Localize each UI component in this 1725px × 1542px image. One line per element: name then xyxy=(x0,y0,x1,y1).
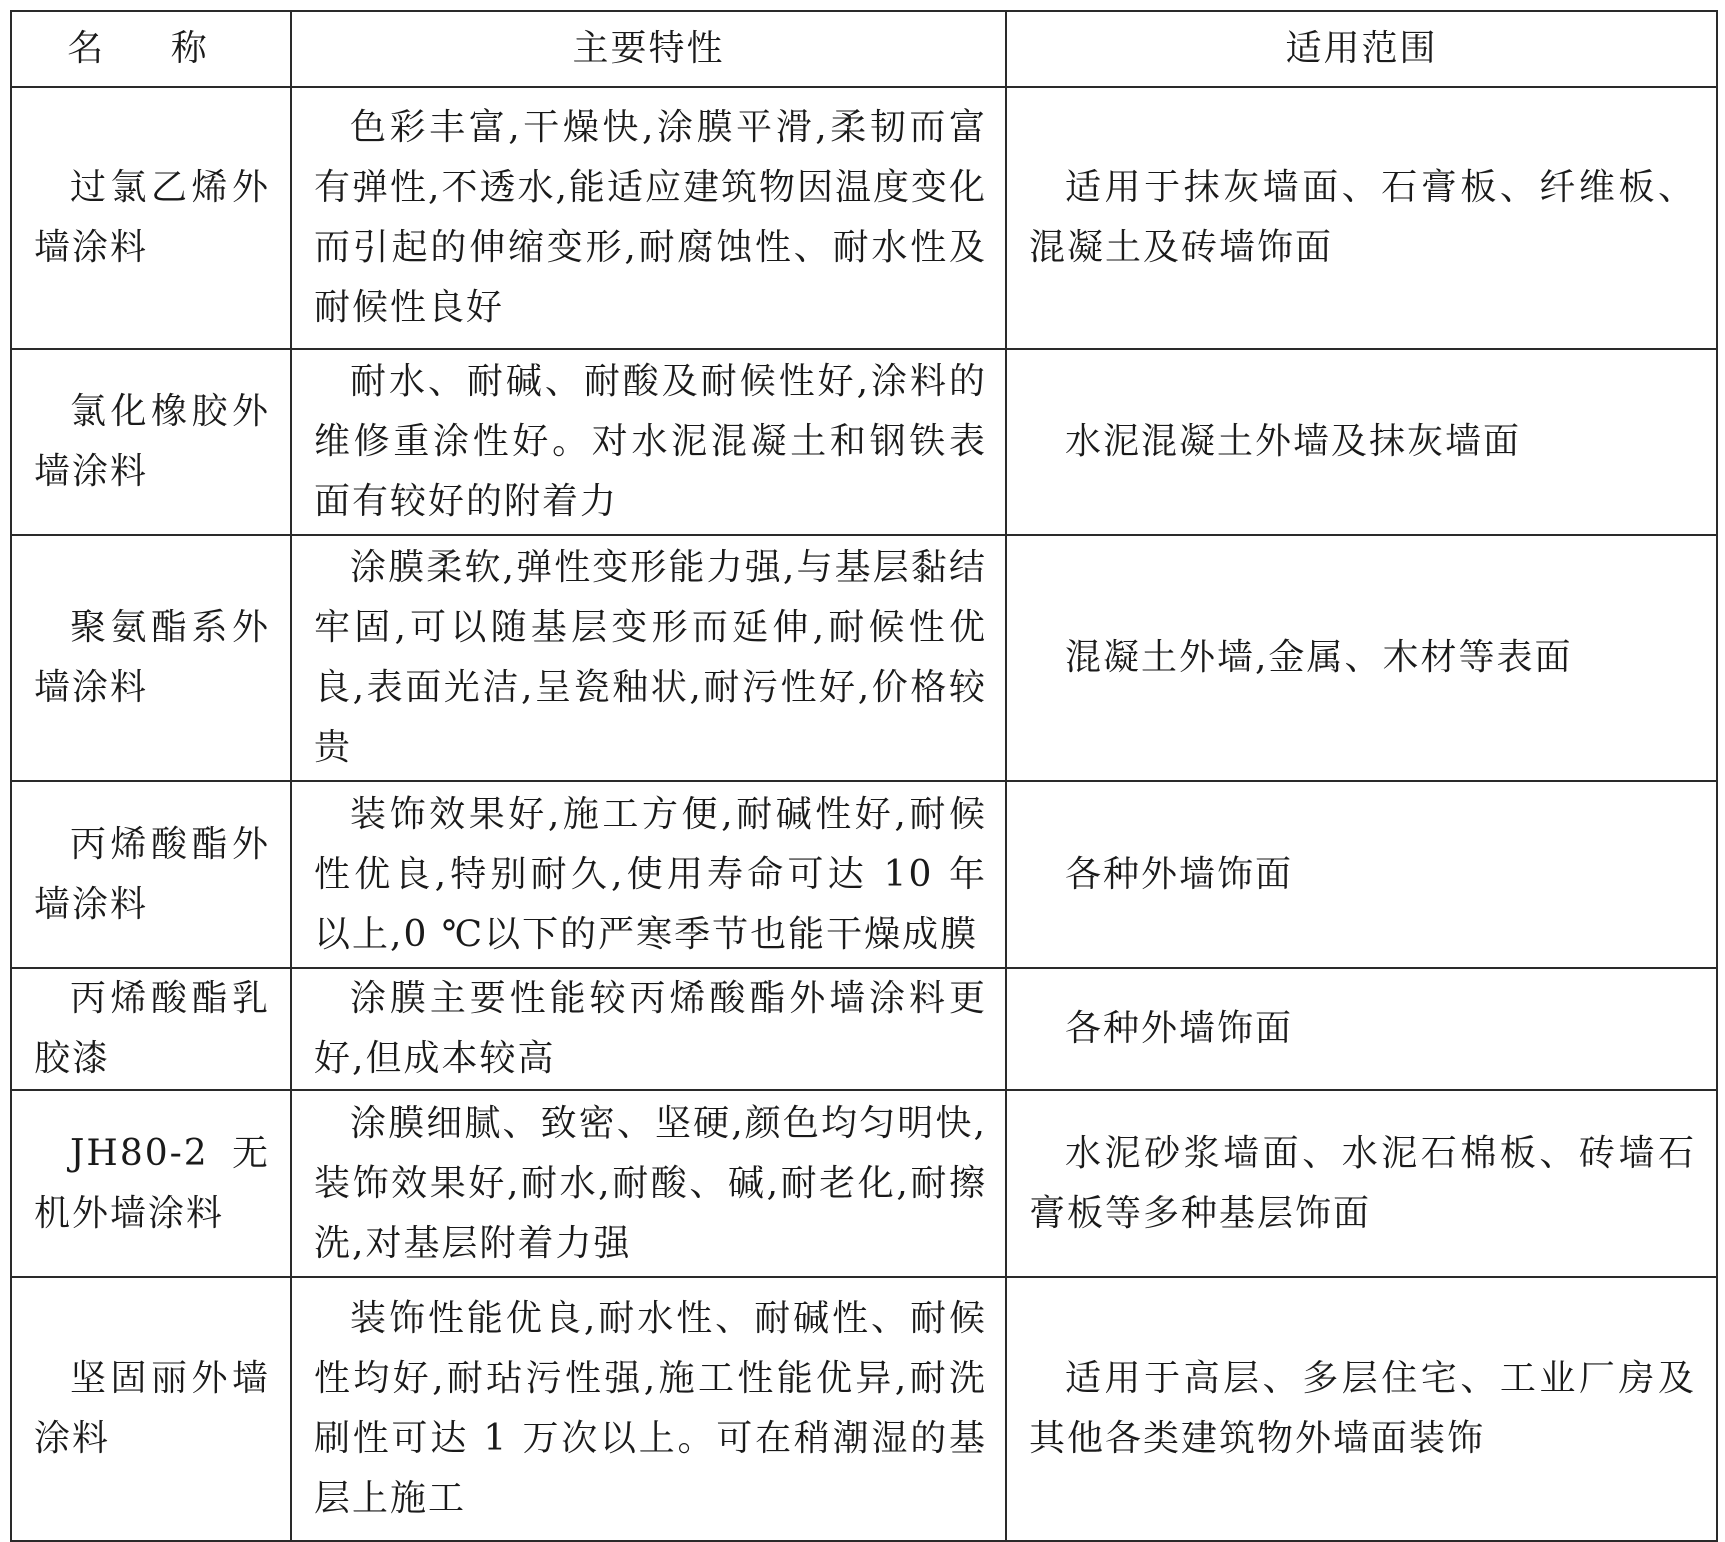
cell-scope: 适用于高层、多层住宅、工业厂房及其他各类建筑物外墙面装饰 xyxy=(1006,1277,1717,1541)
cell-scope: 各种外墙饰面 xyxy=(1006,781,1717,968)
table-body xyxy=(11,87,1717,1541)
exterior-paint-table xyxy=(10,10,1718,1542)
cell-name: 丙烯酸酯乳胶漆 xyxy=(11,968,291,1090)
cell-scope: 适用于抹灰墙面、石膏板、纤维板、混凝土及砖墙饰面 xyxy=(1006,87,1717,349)
cell-properties: 涂膜细腻、致密、坚硬,颜色均匀明快,装饰效果好,耐水,耐酸、碱,耐老化,耐擦洗,对基层附着力强 xyxy=(291,1090,1006,1277)
cell-properties: 涂膜柔软,弹性变形能力强,与基层黏结牢固,可以随基层变形而延伸,耐候性优良,表面光洁,呈瓷釉状,耐污性好,价格较贵 xyxy=(291,535,1006,781)
header-scope: 适用范围 xyxy=(1006,11,1717,87)
cell-scope: 各种外墙饰面 xyxy=(1006,968,1717,1090)
table-row xyxy=(11,968,1717,1090)
table-row xyxy=(11,87,1717,349)
cell-name: JH80-2 无机外墙涂料 xyxy=(11,1090,291,1277)
cell-properties: 色彩丰富,干燥快,涂膜平滑,柔韧而富有弹性,不透水,能适应建筑物因温度变化而引起的伸缩变形,耐腐蚀性、耐水性及耐候性良好 xyxy=(291,87,1006,349)
cell-scope: 水泥混凝土外墙及抹灰墙面 xyxy=(1006,349,1717,535)
cell-name: 丙烯酸酯外墙涂料 xyxy=(11,781,291,968)
header-properties: 主要特性 xyxy=(291,11,1006,87)
header-row xyxy=(11,11,1717,87)
cell-properties: 涂膜主要性能较丙烯酸酯外墙涂料更好,但成本较高 xyxy=(291,968,1006,1090)
cell-name: 坚固丽外墙涂料 xyxy=(11,1277,291,1541)
table-header xyxy=(11,11,1717,87)
cell-name: 聚氨酯系外墙涂料 xyxy=(11,535,291,781)
table-row xyxy=(11,535,1717,781)
cell-scope: 混凝土外墙,金属、木材等表面 xyxy=(1006,535,1717,781)
cell-scope: 水泥砂浆墙面、水泥石棉板、砖墙石膏板等多种基层饰面 xyxy=(1006,1090,1717,1277)
cell-name: 过氯乙烯外墙涂料 xyxy=(11,87,291,349)
table-row xyxy=(11,781,1717,968)
cell-properties: 耐水、耐碱、耐酸及耐候性好,涂料的维修重涂性好。对水泥混凝土和钢铁表面有较好的附着力 xyxy=(291,349,1006,535)
table-row xyxy=(11,349,1717,535)
table-row xyxy=(11,1090,1717,1277)
cell-name: 氯化橡胶外墙涂料 xyxy=(11,349,291,535)
header-name: 名 称 xyxy=(11,11,291,87)
cell-properties: 装饰效果好,施工方便,耐碱性好,耐候性优良,特别耐久,使用寿命可达 10 年以上,0 ℃以下的严寒季节也能干燥成膜 xyxy=(291,781,1006,968)
cell-properties: 装饰性能优良,耐水性、耐碱性、耐候性均好,耐玷污性强,施工性能优异,耐洗刷性可达 1 万次以上。可在稍潮湿的基层上施工 xyxy=(291,1277,1006,1541)
table-row xyxy=(11,1277,1717,1541)
